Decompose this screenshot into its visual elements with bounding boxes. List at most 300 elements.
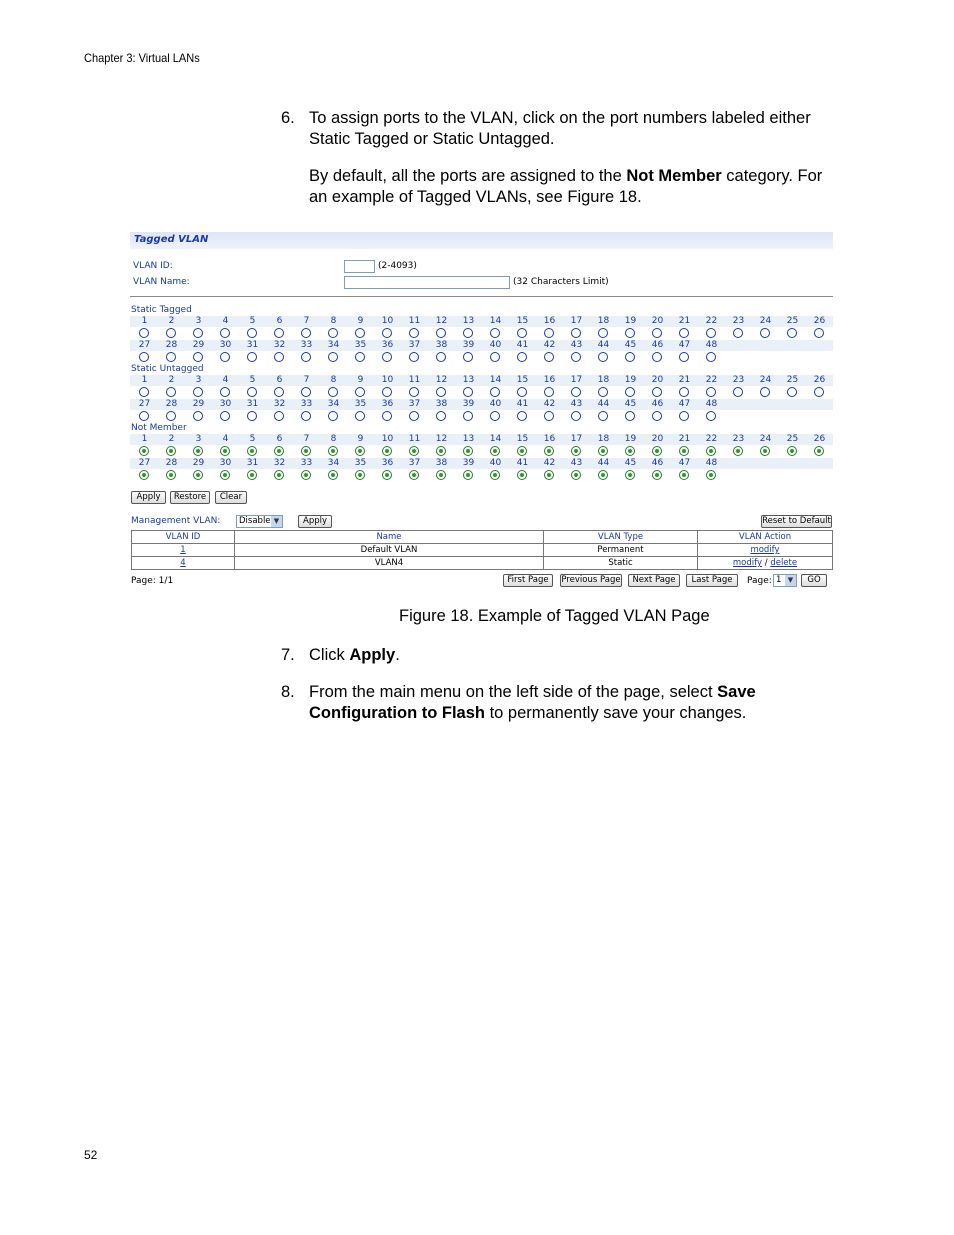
port-radio[interactable] xyxy=(544,352,554,362)
page-info: Page: 1/1 xyxy=(131,576,174,586)
port-number: 7 xyxy=(303,434,310,444)
port-number: 39 xyxy=(462,458,475,468)
port-radio[interactable] xyxy=(571,446,581,456)
port-radio[interactable] xyxy=(517,411,527,421)
port-number: 44 xyxy=(597,340,610,350)
port-number: 18 xyxy=(597,375,610,385)
port-number: 48 xyxy=(705,458,718,468)
port-radio[interactable] xyxy=(679,352,689,362)
port-number: 6 xyxy=(276,375,283,385)
vlan-type-cell: Permanent xyxy=(544,544,698,557)
port-number: 22 xyxy=(705,434,718,444)
port-number: 20 xyxy=(651,316,664,326)
port-radio[interactable] xyxy=(166,411,176,421)
port-number: 13 xyxy=(462,375,475,385)
port-radio[interactable] xyxy=(571,352,581,362)
port-number: 4 xyxy=(222,316,229,326)
port-radio[interactable] xyxy=(301,470,311,480)
port-number: 41 xyxy=(516,399,529,409)
port-number: 47 xyxy=(678,458,691,468)
port-radio[interactable] xyxy=(490,470,500,480)
port-number: 9 xyxy=(357,316,364,326)
port-radio[interactable] xyxy=(139,328,149,338)
port-radio[interactable] xyxy=(409,446,419,456)
port-radio[interactable] xyxy=(436,411,446,421)
port-number: 40 xyxy=(489,340,502,350)
vlan-id-link[interactable]: 1 xyxy=(180,545,186,555)
port-number: 46 xyxy=(651,458,664,468)
port-number: 3 xyxy=(195,316,202,326)
column-header: VLAN Type xyxy=(544,531,698,544)
port-number: 8 xyxy=(330,375,337,385)
port-radio[interactable] xyxy=(166,446,176,456)
port-radio[interactable] xyxy=(139,470,149,480)
port-number: 24 xyxy=(759,434,772,444)
port-radio[interactable] xyxy=(193,446,203,456)
port-radio[interactable] xyxy=(490,446,500,456)
port-radio[interactable] xyxy=(490,411,500,421)
port-radio[interactable] xyxy=(598,328,608,338)
modify-link[interactable]: modify xyxy=(750,545,780,555)
port-number: 18 xyxy=(597,316,610,326)
port-radio[interactable] xyxy=(328,470,338,480)
restore-button[interactable]: Restore xyxy=(170,491,210,504)
port-number: 9 xyxy=(357,375,364,385)
port-number: 47 xyxy=(678,399,691,409)
port-number: 13 xyxy=(462,434,475,444)
port-radio[interactable] xyxy=(598,470,608,480)
port-radio[interactable] xyxy=(247,328,257,338)
port-radio[interactable] xyxy=(652,411,662,421)
management-apply-button[interactable]: Apply xyxy=(298,515,332,528)
port-radio[interactable] xyxy=(247,352,257,362)
port-number: 29 xyxy=(192,458,205,468)
chevron-down-icon: ▼ xyxy=(785,575,796,586)
port-number: 23 xyxy=(732,434,745,444)
port-radio[interactable] xyxy=(166,352,176,362)
previous-page-button[interactable]: Previous Page xyxy=(561,575,621,585)
go-button[interactable]: GO xyxy=(801,574,827,587)
port-radio[interactable] xyxy=(706,328,716,338)
port-radio[interactable] xyxy=(463,352,473,362)
last-page-button[interactable]: Last Page xyxy=(686,574,738,587)
port-radio[interactable] xyxy=(787,387,797,397)
port-radio[interactable] xyxy=(220,328,230,338)
port-radio[interactable] xyxy=(274,446,284,456)
port-number: 5 xyxy=(249,316,256,326)
port-radio[interactable] xyxy=(760,446,770,456)
port-radio[interactable] xyxy=(598,411,608,421)
port-radio[interactable] xyxy=(409,387,419,397)
port-number: 28 xyxy=(165,340,178,350)
page-label: Page: xyxy=(747,576,772,586)
port-radio[interactable] xyxy=(517,328,527,338)
vlan-id-link[interactable]: 4 xyxy=(180,558,186,568)
port-number: 24 xyxy=(759,316,772,326)
port-radio[interactable] xyxy=(571,387,581,397)
port-radio[interactable] xyxy=(598,352,608,362)
port-radio[interactable] xyxy=(382,470,392,480)
port-radio[interactable] xyxy=(760,328,770,338)
port-number: 6 xyxy=(276,316,283,326)
port-radio[interactable] xyxy=(625,352,635,362)
port-number: 10 xyxy=(381,434,394,444)
port-radio[interactable] xyxy=(679,446,689,456)
port-radio[interactable] xyxy=(409,328,419,338)
port-radio[interactable] xyxy=(652,352,662,362)
port-number: 43 xyxy=(570,458,583,468)
port-radio[interactable] xyxy=(355,411,365,421)
port-radio[interactable] xyxy=(706,446,716,456)
port-radio[interactable] xyxy=(247,470,257,480)
port-radio[interactable] xyxy=(733,328,743,338)
vlan-id-label: VLAN ID: xyxy=(133,261,173,271)
port-radio[interactable] xyxy=(463,470,473,480)
next-page-button[interactable]: Next Page xyxy=(628,574,680,587)
apply-button[interactable]: Apply xyxy=(131,491,166,504)
port-radio[interactable] xyxy=(139,387,149,397)
port-radio[interactable] xyxy=(436,328,446,338)
port-number: 41 xyxy=(516,340,529,350)
port-radio[interactable] xyxy=(463,328,473,338)
vlan-name-cell: VLAN4 xyxy=(235,557,544,570)
port-radio[interactable] xyxy=(571,470,581,480)
port-number: 15 xyxy=(516,316,529,326)
port-radio[interactable] xyxy=(517,446,527,456)
port-number: 16 xyxy=(543,375,556,385)
port-radio[interactable] xyxy=(301,411,311,421)
port-radio[interactable] xyxy=(409,352,419,362)
port-number: 44 xyxy=(597,399,610,409)
port-radio[interactable] xyxy=(625,328,635,338)
column-header: VLAN ID xyxy=(132,531,235,544)
port-number: 42 xyxy=(543,399,556,409)
port-radio[interactable] xyxy=(733,446,743,456)
vlan-name-cell: Default VLAN xyxy=(235,544,544,557)
port-radio[interactable] xyxy=(706,470,716,480)
port-radio[interactable] xyxy=(274,328,284,338)
port-number: 35 xyxy=(354,340,367,350)
port-number: 11 xyxy=(408,316,421,326)
port-radio[interactable] xyxy=(598,387,608,397)
port-radio[interactable] xyxy=(247,446,257,456)
port-radio[interactable] xyxy=(328,328,338,338)
port-number: 27 xyxy=(138,399,151,409)
port-number: 24 xyxy=(759,375,772,385)
port-number: 9 xyxy=(357,434,364,444)
port-number: 1 xyxy=(141,375,148,385)
port-number: 10 xyxy=(381,316,394,326)
port-radio[interactable] xyxy=(625,446,635,456)
port-number: 17 xyxy=(570,434,583,444)
port-number: 19 xyxy=(624,434,637,444)
port-number: 42 xyxy=(543,340,556,350)
port-radio[interactable] xyxy=(274,387,284,397)
port-radio[interactable] xyxy=(382,446,392,456)
page-select[interactable]: 1 ▼ xyxy=(773,574,797,587)
port-radio[interactable] xyxy=(220,470,230,480)
port-radio[interactable] xyxy=(517,352,527,362)
port-number: 34 xyxy=(327,399,340,409)
port-number: 19 xyxy=(624,316,637,326)
port-radio[interactable] xyxy=(328,387,338,397)
port-radio[interactable] xyxy=(517,470,527,480)
vlan-name-label: VLAN Name: xyxy=(133,277,190,287)
port-radio[interactable] xyxy=(328,411,338,421)
port-radio[interactable] xyxy=(463,446,473,456)
management-vlan-select[interactable]: Disable ▼ xyxy=(236,515,283,528)
port-number: 48 xyxy=(705,399,718,409)
port-number: 33 xyxy=(300,340,313,350)
port-number: 43 xyxy=(570,399,583,409)
port-radio[interactable] xyxy=(652,328,662,338)
port-number: 2 xyxy=(168,375,175,385)
page-number: 52 xyxy=(84,1148,98,1162)
port-number: 12 xyxy=(435,375,448,385)
port-number: 37 xyxy=(408,399,421,409)
port-number: 19 xyxy=(624,375,637,385)
port-group-label: Static Tagged xyxy=(131,305,192,315)
port-number: 35 xyxy=(354,458,367,468)
port-radio[interactable] xyxy=(544,328,554,338)
port-number: 27 xyxy=(138,458,151,468)
port-radio[interactable] xyxy=(517,387,527,397)
port-radio[interactable] xyxy=(436,446,446,456)
port-number: 26 xyxy=(813,375,826,385)
port-radio[interactable] xyxy=(220,446,230,456)
port-radio[interactable] xyxy=(193,387,203,397)
port-radio[interactable] xyxy=(382,352,392,362)
reset-to-default-button[interactable]: Reset to Default xyxy=(762,516,831,526)
port-number: 40 xyxy=(489,458,502,468)
port-radio[interactable] xyxy=(247,387,257,397)
vlan-id-hint: (2-4093) xyxy=(378,261,417,271)
port-number: 23 xyxy=(732,316,745,326)
port-radio[interactable] xyxy=(166,470,176,480)
port-radio[interactable] xyxy=(652,470,662,480)
port-number: 41 xyxy=(516,458,529,468)
column-header: VLAN Action xyxy=(698,531,833,544)
vlan-id-input[interactable] xyxy=(344,260,375,273)
port-radio[interactable] xyxy=(247,411,257,421)
port-radio[interactable] xyxy=(625,470,635,480)
port-number: 28 xyxy=(165,458,178,468)
port-number: 23 xyxy=(732,375,745,385)
vlan-table xyxy=(131,530,833,570)
port-radio[interactable] xyxy=(274,352,284,362)
port-radio[interactable] xyxy=(301,352,311,362)
port-number: 38 xyxy=(435,458,448,468)
port-radio[interactable] xyxy=(166,387,176,397)
port-number: 32 xyxy=(273,340,286,350)
port-number: 48 xyxy=(705,340,718,350)
port-radio[interactable] xyxy=(814,446,824,456)
port-number: 17 xyxy=(570,375,583,385)
port-number: 6 xyxy=(276,434,283,444)
port-radio[interactable] xyxy=(436,470,446,480)
port-radio[interactable] xyxy=(355,328,365,338)
port-number: 36 xyxy=(381,399,394,409)
port-radio[interactable] xyxy=(652,387,662,397)
port-number: 30 xyxy=(219,458,232,468)
management-vlan-label: Management VLAN: xyxy=(131,516,221,526)
port-radio[interactable] xyxy=(328,446,338,456)
port-radio[interactable] xyxy=(544,446,554,456)
port-radio[interactable] xyxy=(274,470,284,480)
port-number: 38 xyxy=(435,340,448,350)
port-number: 14 xyxy=(489,375,502,385)
port-radio[interactable] xyxy=(571,328,581,338)
port-radio[interactable] xyxy=(706,387,716,397)
port-number: 25 xyxy=(786,434,799,444)
vlan-name-input[interactable] xyxy=(344,276,510,289)
clear-button[interactable]: Clear xyxy=(215,491,247,504)
port-number: 37 xyxy=(408,340,421,350)
port-number: 27 xyxy=(138,340,151,350)
port-radio[interactable] xyxy=(355,387,365,397)
port-group-label: Static Untagged xyxy=(131,364,204,374)
port-radio[interactable] xyxy=(490,352,500,362)
port-radio[interactable] xyxy=(274,411,284,421)
port-radio[interactable] xyxy=(436,352,446,362)
port-radio[interactable] xyxy=(706,411,716,421)
port-number: 39 xyxy=(462,399,475,409)
tagged-vlan-screenshot xyxy=(130,232,833,592)
port-radio[interactable] xyxy=(463,387,473,397)
port-radio[interactable] xyxy=(220,387,230,397)
screenshot-title: Tagged VLAN xyxy=(130,232,833,249)
port-radio[interactable] xyxy=(409,470,419,480)
port-number: 10 xyxy=(381,375,394,385)
port-radio[interactable] xyxy=(301,446,311,456)
port-number: 25 xyxy=(786,316,799,326)
port-radio[interactable] xyxy=(193,328,203,338)
port-radio[interactable] xyxy=(409,411,419,421)
port-radio[interactable] xyxy=(193,411,203,421)
port-number: 2 xyxy=(168,434,175,444)
port-radio[interactable] xyxy=(814,387,824,397)
port-radio[interactable] xyxy=(679,470,689,480)
port-radio[interactable] xyxy=(436,387,446,397)
port-number: 29 xyxy=(192,340,205,350)
port-number: 13 xyxy=(462,316,475,326)
port-number: 45 xyxy=(624,458,637,468)
port-radio[interactable] xyxy=(382,411,392,421)
port-radio[interactable] xyxy=(490,328,500,338)
port-number: 4 xyxy=(222,375,229,385)
modify-link[interactable]: modify xyxy=(732,558,763,568)
port-number: 12 xyxy=(435,434,448,444)
port-radio[interactable] xyxy=(328,352,338,362)
port-number: 31 xyxy=(246,399,259,409)
port-number: 29 xyxy=(192,399,205,409)
port-radio[interactable] xyxy=(625,387,635,397)
port-radio[interactable] xyxy=(193,352,203,362)
port-number: 3 xyxy=(195,375,202,385)
port-number: 14 xyxy=(489,316,502,326)
port-radio[interactable] xyxy=(598,446,608,456)
port-number: 45 xyxy=(624,399,637,409)
port-number: 30 xyxy=(219,340,232,350)
port-radio[interactable] xyxy=(355,352,365,362)
port-number: 47 xyxy=(678,340,691,350)
port-radio[interactable] xyxy=(382,387,392,397)
delete-link[interactable]: delete xyxy=(770,558,798,568)
port-radio[interactable] xyxy=(490,387,500,397)
port-number: 4 xyxy=(222,434,229,444)
port-radio[interactable] xyxy=(139,446,149,456)
chevron-down-icon: ▼ xyxy=(271,516,282,527)
port-radio[interactable] xyxy=(382,328,392,338)
port-radio[interactable] xyxy=(706,352,716,362)
port-number: 46 xyxy=(651,399,664,409)
port-number: 11 xyxy=(408,434,421,444)
port-number: 46 xyxy=(651,340,664,350)
port-radio[interactable] xyxy=(301,328,311,338)
port-radio[interactable] xyxy=(463,411,473,421)
port-radio[interactable] xyxy=(679,411,689,421)
column-header: Name xyxy=(235,531,544,544)
first-page-button[interactable]: First Page xyxy=(503,574,553,587)
port-radio[interactable] xyxy=(544,470,554,480)
port-number: 25 xyxy=(786,375,799,385)
port-radio[interactable] xyxy=(544,411,554,421)
port-radio[interactable] xyxy=(355,446,365,456)
port-group-label: Not Member xyxy=(131,423,187,433)
port-number: 34 xyxy=(327,340,340,350)
port-radio[interactable] xyxy=(760,387,770,397)
port-number: 15 xyxy=(516,434,529,444)
port-radio[interactable] xyxy=(220,411,230,421)
port-radio[interactable] xyxy=(814,328,824,338)
port-radio[interactable] xyxy=(139,352,149,362)
port-number: 35 xyxy=(354,399,367,409)
port-radio[interactable] xyxy=(193,470,203,480)
port-radio[interactable] xyxy=(301,387,311,397)
port-number: 21 xyxy=(678,375,691,385)
port-number: 22 xyxy=(705,375,718,385)
port-radio[interactable] xyxy=(625,411,635,421)
port-radio[interactable] xyxy=(166,328,176,338)
port-radio[interactable] xyxy=(787,328,797,338)
port-number: 21 xyxy=(678,316,691,326)
port-radio[interactable] xyxy=(679,387,689,397)
port-number: 32 xyxy=(273,458,286,468)
port-number: 44 xyxy=(597,458,610,468)
port-radio[interactable] xyxy=(571,411,581,421)
port-radio[interactable] xyxy=(544,387,554,397)
port-number: 12 xyxy=(435,316,448,326)
vlan-type-cell: Static xyxy=(544,557,698,570)
table-row: 4 VLAN4 Static modify / delete xyxy=(132,557,833,570)
port-radio[interactable] xyxy=(679,328,689,338)
table-row xyxy=(132,544,833,557)
port-radio[interactable] xyxy=(139,411,149,421)
port-number: 43 xyxy=(570,340,583,350)
port-number: 20 xyxy=(651,375,664,385)
port-number: 45 xyxy=(624,340,637,350)
port-radio[interactable] xyxy=(355,470,365,480)
port-radio[interactable] xyxy=(652,446,662,456)
port-radio[interactable] xyxy=(733,387,743,397)
port-number: 8 xyxy=(330,316,337,326)
port-radio[interactable] xyxy=(220,352,230,362)
figure-caption: Figure 18. Example of Tagged VLAN Page xyxy=(399,607,710,625)
port-number: 32 xyxy=(273,399,286,409)
port-number: 22 xyxy=(705,316,718,326)
port-number: 33 xyxy=(300,399,313,409)
port-radio[interactable] xyxy=(787,446,797,456)
